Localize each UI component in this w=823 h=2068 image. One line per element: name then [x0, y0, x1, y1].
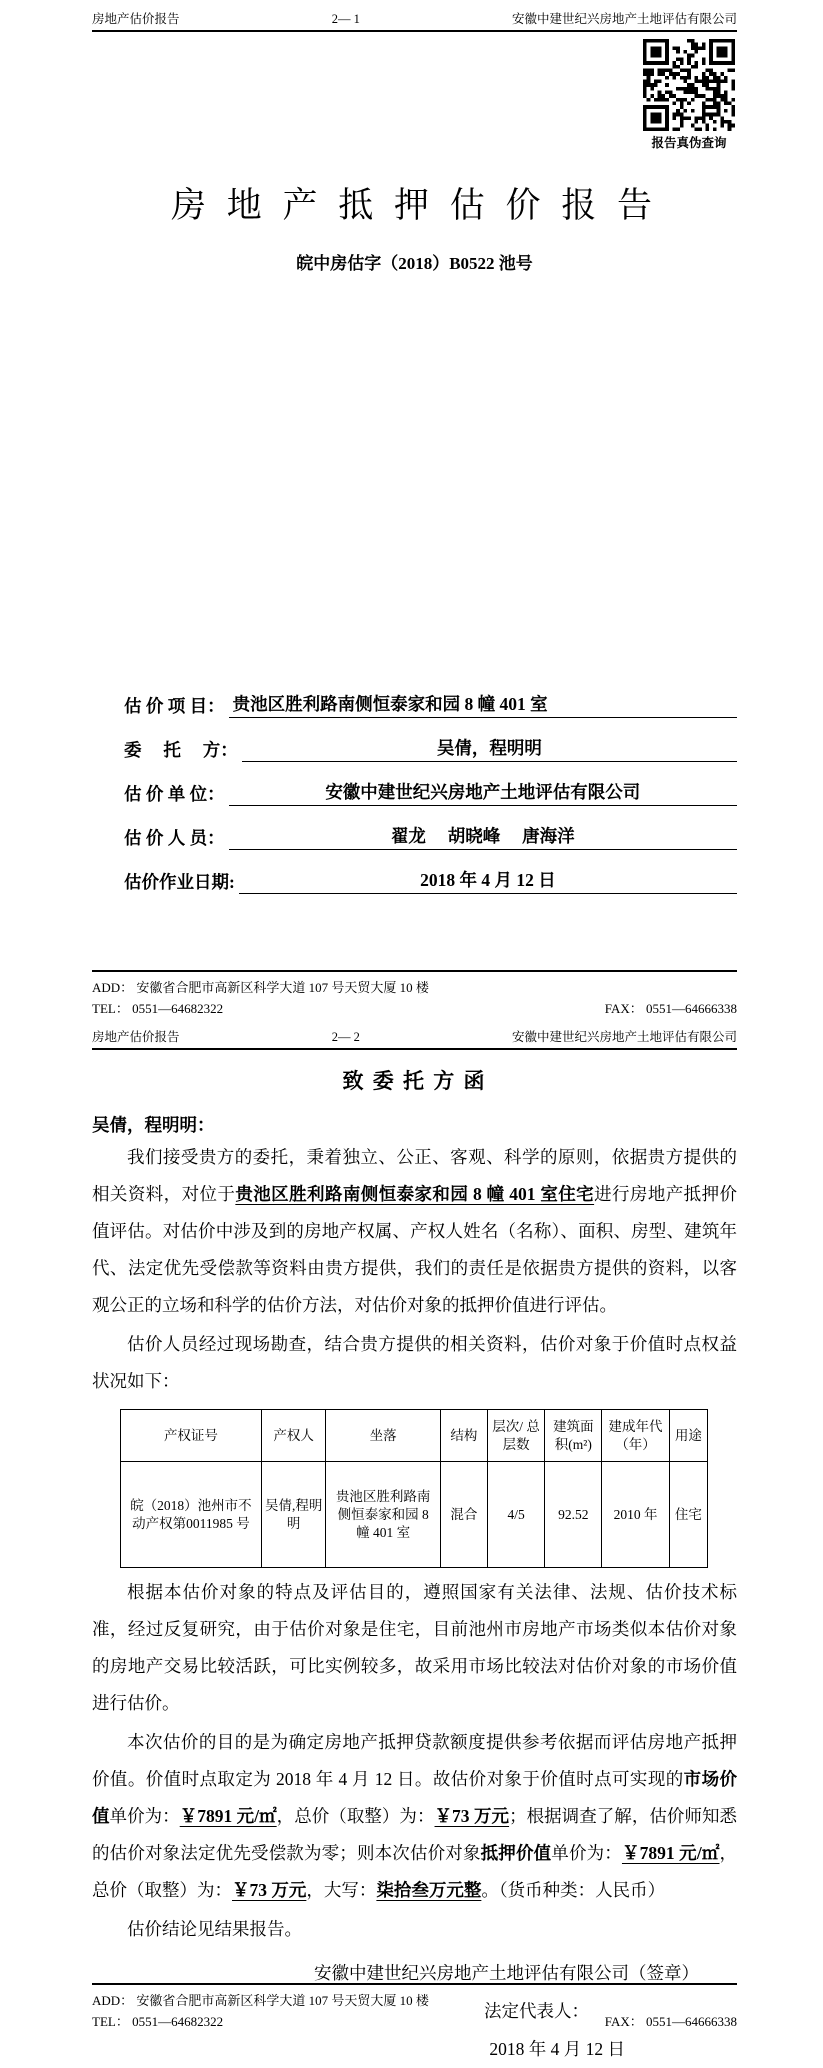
property-rights-table [120, 1409, 708, 1568]
col-usage: 用途 [669, 1410, 707, 1462]
letter-greeting: 吴倩，程明明： [92, 1115, 215, 1135]
col-area: 建筑面积(m²) [545, 1410, 602, 1462]
field-client-value: 吴倩，程明明 [242, 735, 737, 762]
cell-floor: 4/5 [487, 1462, 545, 1568]
footer-tel: TEL： 0551—64682322 [92, 1001, 224, 1016]
header-doc-type: 房地产估价报告 [92, 1030, 180, 1044]
footer-spacer [92, 894, 737, 970]
field-client [124, 718, 737, 762]
col-location: 坐落 [326, 1410, 440, 1462]
header-page-number: 2— 2 [331, 1030, 360, 1044]
field-project-value: 贵池区胜利路南侧恒泰家和园 8 幢 401 室 [229, 691, 737, 718]
cover-fields [124, 674, 737, 894]
page1-running-header [92, 0, 737, 32]
header-page-number: 2— 1 [331, 12, 360, 26]
col-owner: 产权人 [261, 1410, 326, 1462]
qr-caption: 报告真伪查询 [651, 136, 727, 150]
paragraph-conclusion: 估价结论见结果报告。 [127, 1919, 302, 1939]
field-appraisers [124, 806, 737, 850]
field-date-label: 估价作业日期: [124, 872, 235, 892]
signature-company: 安徽中建世纪兴房地产土地评估有限公司（签章） [314, 1963, 699, 1983]
cell-usage: 住宅 [669, 1462, 707, 1568]
footer-address: ADD： 安徽省合肥市高新区科学大道 107 号天贸大厦 10 楼 [92, 980, 429, 995]
header-company-name: 安徽中建世纪兴房地产土地评估有限公司 [511, 12, 737, 26]
footer-fax: FAX： 0551—64666338 [604, 1001, 737, 1016]
footer-tel: TEL： 0551—64682322 [92, 2014, 224, 2029]
col-structure: 结构 [440, 1410, 487, 1462]
header-company-name: 安徽中建世纪兴房地产土地评估有限公司 [511, 1030, 737, 1044]
page2-running-footer [92, 1983, 737, 2030]
cell-year-built: 2010 年 [602, 1462, 670, 1568]
paragraph-valuation-result: 本次估价的目的是为确定房地产抵押贷款额度提供参考依据而评估房地产抵押价值。价值时点取定为 2018 年 4 月 12 日。故估价对象于价值时点可实现的市场价值单价为：￥7891 元/㎡，总价（取整）为：￥73 万元；根据调查了解，估价师知悉的估价对象法定优先受偿款为零；则本次估价对象抵押价值单价为：￥7891 元/㎡，总价（取整）为：￥73 万元，大写：柒拾叁万元整。（货币种类：人民币） [92, 1732, 738, 1900]
qr-verification-block [641, 39, 737, 151]
report-title: 房 地 产 抵 押 估 价 报 告 [170, 186, 658, 225]
cell-location: 贵池区胜利路南侧恒泰家和园 8 幢 401 室 [326, 1462, 440, 1568]
cover-spacer [92, 274, 737, 674]
field-agency-value: 安徽中建世纪兴房地产土地评估有限公司 [229, 779, 737, 806]
field-appraisers-label: 估 价 人 员： [124, 828, 225, 848]
table-row [121, 1462, 708, 1568]
signature-date: 2018 年 4 月 12 日 [489, 2039, 625, 2059]
report-number: 皖中房估字（2018）B0522 池号 [296, 254, 533, 273]
paragraph-entrustment: 我们接受贵方的委托，秉着独立、公正、客观、科学的原则，依据贵方提供的相关资料，对位于贵池区胜利路南侧恒泰家和园 8 幢 401 室住宅进行房地产抵押价值评估。对估价中涉及到的房地产权属、产权人姓名（名称）、面积、房型、建筑年代、法定优先受偿款等资料由贵方提供，我们的责任是依据贵方提供的资料，以客观公正的立场和科学的估价方法，对估价对象的抵押价值进行评估。 [92, 1147, 738, 1315]
field-agency [124, 762, 737, 806]
page1-running-footer [92, 970, 737, 1017]
cell-area: 92.52 [545, 1462, 602, 1568]
field-client-label: 委 托 方： [124, 740, 238, 760]
page2-running-header [92, 1018, 737, 1050]
field-project [124, 674, 737, 718]
qr-code-icon [643, 39, 735, 131]
col-floor: 层次/ 总层数 [487, 1410, 545, 1462]
field-project-label: 估 价 项 目： [124, 696, 225, 716]
cell-certificate-no: 皖（2018）池州市不动产权第0011985 号 [121, 1462, 262, 1568]
field-date-value: 2018 年 4 月 12 日 [239, 867, 737, 894]
header-doc-type: 房地产估价报告 [92, 12, 180, 26]
footer-address: ADD： 安徽省合肥市高新区科学大道 107 号天贸大厦 10 楼 [92, 1993, 429, 2008]
table-header-row [121, 1410, 708, 1462]
cell-structure: 混合 [440, 1462, 487, 1568]
field-appraisers-value: 翟龙 胡晓峰 唐海洋 [229, 823, 737, 850]
cell-owner: 吴倩,程明明 [261, 1462, 326, 1568]
col-certificate-no: 产权证号 [121, 1410, 262, 1462]
field-agency-label: 估 价 单 位： [124, 784, 225, 804]
paragraph-survey: 估价人员经过现场勘查，结合贵方提供的相关资料，估价对象于价值时点权益状况如下： [92, 1334, 737, 1391]
footer-fax: FAX： 0551—64666338 [604, 2014, 737, 2029]
letter-title: 致 委 托 方 函 [342, 1069, 487, 1093]
col-year-built: 建成年代（年） [602, 1410, 670, 1462]
field-date [124, 850, 737, 894]
signature-legal-rep: 法定代表人： [484, 2001, 589, 2021]
paragraph-method: 根据本估价对象的特点及评估目的，遵照国家有关法律、法规、估价技术标准，经过反复研究，由于估价对象是住宅，目前池州市房地产市场类似本估价对象的房地产交易比较活跃，可比实例较多，故采用市场比较法对估价对象的市场价值进行估价。 [92, 1582, 737, 1713]
